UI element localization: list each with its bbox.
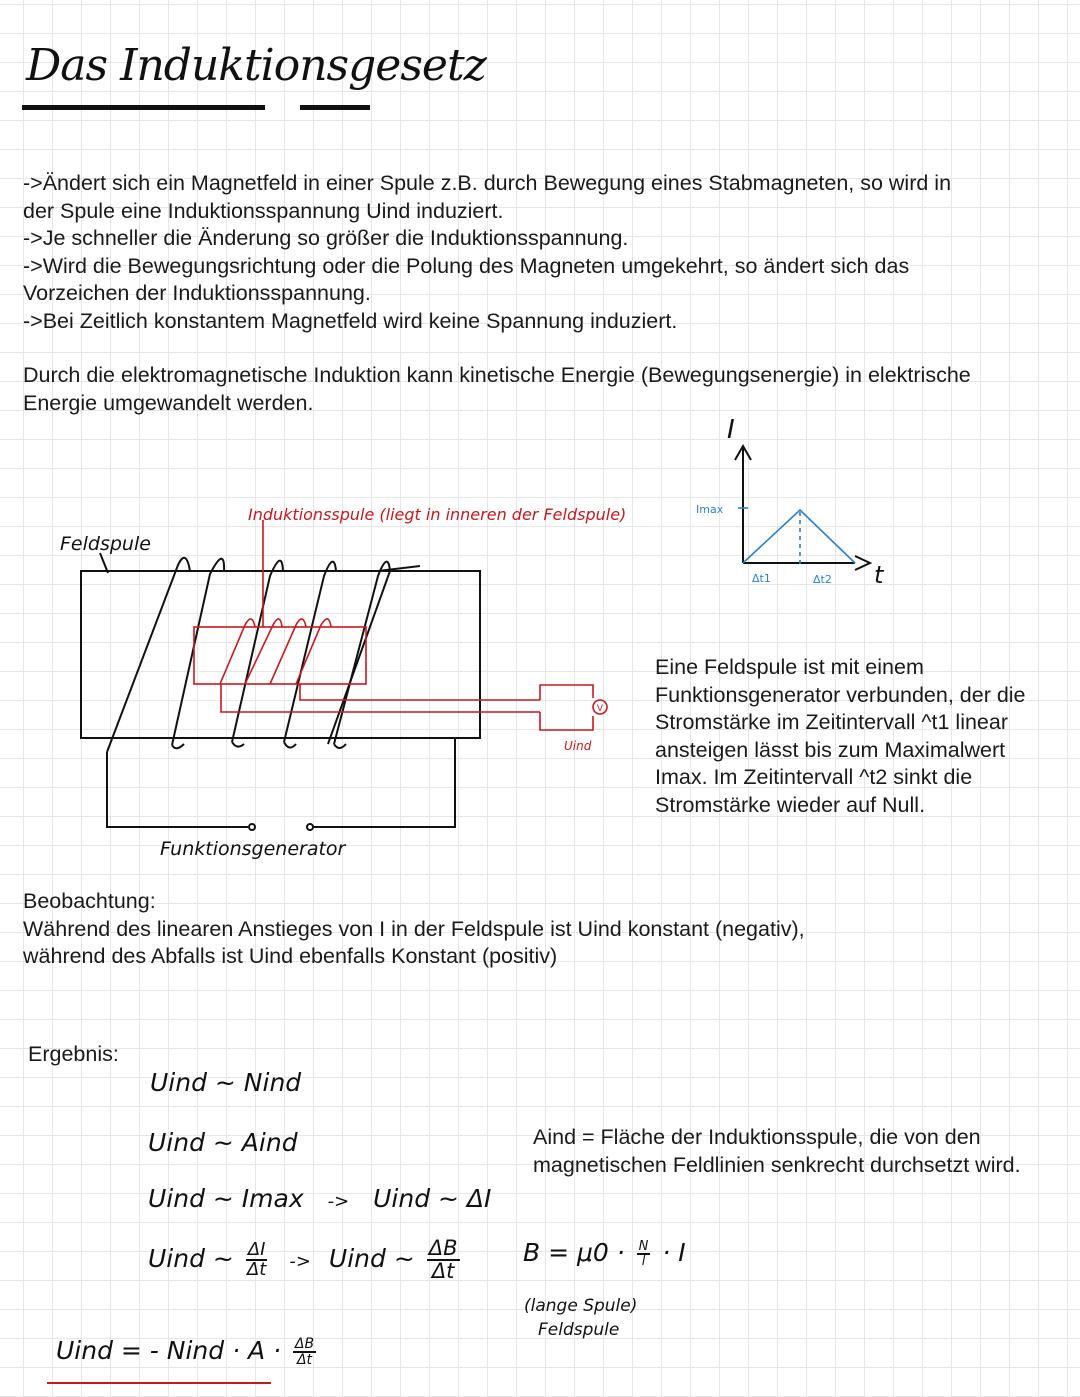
induktionsspule <box>194 520 607 730</box>
numerator: ΔB <box>294 1336 315 1352</box>
formula-part: Uind = - Nind · A · <box>56 1336 281 1365</box>
formula-uind-rate <box>148 1238 464 1282</box>
arrow-icon: -> <box>289 1251 311 1272</box>
generator-label: Funktionsgenerator <box>160 838 346 860</box>
formula-uind-imax <box>148 1184 491 1213</box>
coil-diagram <box>60 505 626 860</box>
formula-uind-aind: Uind ~ Aind <box>148 1128 298 1157</box>
observation-paragraph <box>23 888 805 971</box>
formula-part: B = μ0 · <box>523 1238 625 1267</box>
b-note-feldspule: Feldspule <box>538 1320 620 1340</box>
result-label: Ergebnis: <box>28 1042 119 1066</box>
feldspule-label: Feldspule <box>60 533 151 555</box>
page-title: Das Induktionsgesetz <box>26 40 486 91</box>
energy-paragraph <box>23 362 971 417</box>
dt1-label: Δt1 <box>752 572 771 585</box>
x-axis-label: t <box>874 561 884 589</box>
text-line: Aind = Fläche der Induktionsspule, die von den <box>533 1125 981 1149</box>
numerator: ΔB <box>428 1236 458 1260</box>
text-line: ->Bei Zeitlich konstantem Magnetfeld wird keine Spannung induziert. <box>23 308 678 333</box>
formula-part: · I <box>662 1238 686 1267</box>
text-line: Stromstärke im Zeitintervall ^t1 linear <box>655 710 1008 734</box>
text-line: Stromstärke wieder auf Null. <box>655 792 926 817</box>
formula-part: Uind ~ ΔI <box>373 1184 492 1213</box>
formula-part: Uind ~ <box>328 1244 415 1273</box>
text-line: ->Je schneller die Änderung so größer die Induktionsspannung. <box>23 226 629 250</box>
feldspule-windings <box>100 553 455 830</box>
current-curve <box>743 510 855 563</box>
voltmeter-icon <box>593 700 607 714</box>
b-note-long-coil: (lange Spule) <box>524 1296 638 1316</box>
y-axis-arrow-icon <box>735 446 751 460</box>
voltmeter-symbol: V <box>596 704 604 714</box>
aind-definition <box>533 1124 1021 1179</box>
denominator: l <box>641 1254 646 1269</box>
title-underline <box>300 105 370 110</box>
intro-paragraph <box>23 170 951 335</box>
numerator: ΔI <box>247 1239 266 1260</box>
formula-uind-nind: Uind ~ Nind <box>150 1068 302 1097</box>
x-axis-arrow-icon <box>855 556 870 570</box>
text-line: ->Wird die Bewegungsrichtung oder die Polung des Magneten umgekehrt, so ändert sich das <box>23 253 910 278</box>
induktionsspule-label: Induktionsspule (liegt in inneren der Feldspule) <box>248 505 627 524</box>
denominator: Δt <box>246 1259 267 1280</box>
dt2-label: Δt2 <box>813 573 832 586</box>
text-line: Energie umgewandelt werden. <box>23 390 314 415</box>
imax-label: Imax <box>696 503 724 516</box>
denominator: Δt <box>296 1352 313 1368</box>
text-line: Beobachtung: <box>23 889 156 913</box>
text-line: Vorzeichen der Induktionsspannung. <box>23 281 371 305</box>
y-axis-label: I <box>727 415 735 445</box>
text-line: während des Abfalls ist Uind ebenfalls Konstant (positiv) <box>23 944 558 968</box>
title-underline <box>22 105 265 110</box>
formula-part: Uind ~ <box>148 1244 234 1273</box>
text-line: der Spule eine Induktionsspannung Uind induziert. <box>23 198 504 223</box>
uind-label: Uind <box>564 739 592 753</box>
final-induction-formula <box>56 1336 320 1367</box>
formula-part: Uind ~ Imax <box>148 1184 304 1213</box>
text-line: Imax. Im Zeitintervall ^t2 sinkt die <box>655 765 973 789</box>
text-line: ->Ändert sich ein Magnetfeld in einer Spule z.B. durch Bewegung eines Stabmagneten, so wird in <box>23 171 952 195</box>
text-line: ansteigen lässt bis zum Maximalwert <box>655 737 1006 762</box>
text-line: magnetischen Feldlinien senkrecht durchsetzt wird. <box>533 1152 1021 1177</box>
denominator: Δt <box>431 1259 455 1283</box>
text-line: Funktionsgenerator verbunden, der die <box>655 682 1026 707</box>
feldspule-core <box>81 571 480 738</box>
arrow-icon: -> <box>327 1191 350 1212</box>
text-line: Durch die elektromagnetische Induktion kann kinetische Energie (Bewegungsenergie) in elektrische <box>23 363 971 387</box>
text-line: Während des linearen Anstieges von I in der Feldspule ist Uind konstant (negativ), <box>23 916 805 941</box>
text-line: Eine Feldspule ist mit einem <box>655 655 924 679</box>
numerator: N <box>638 1239 649 1254</box>
description-paragraph <box>655 654 1026 819</box>
b-field-formula <box>523 1238 686 1268</box>
